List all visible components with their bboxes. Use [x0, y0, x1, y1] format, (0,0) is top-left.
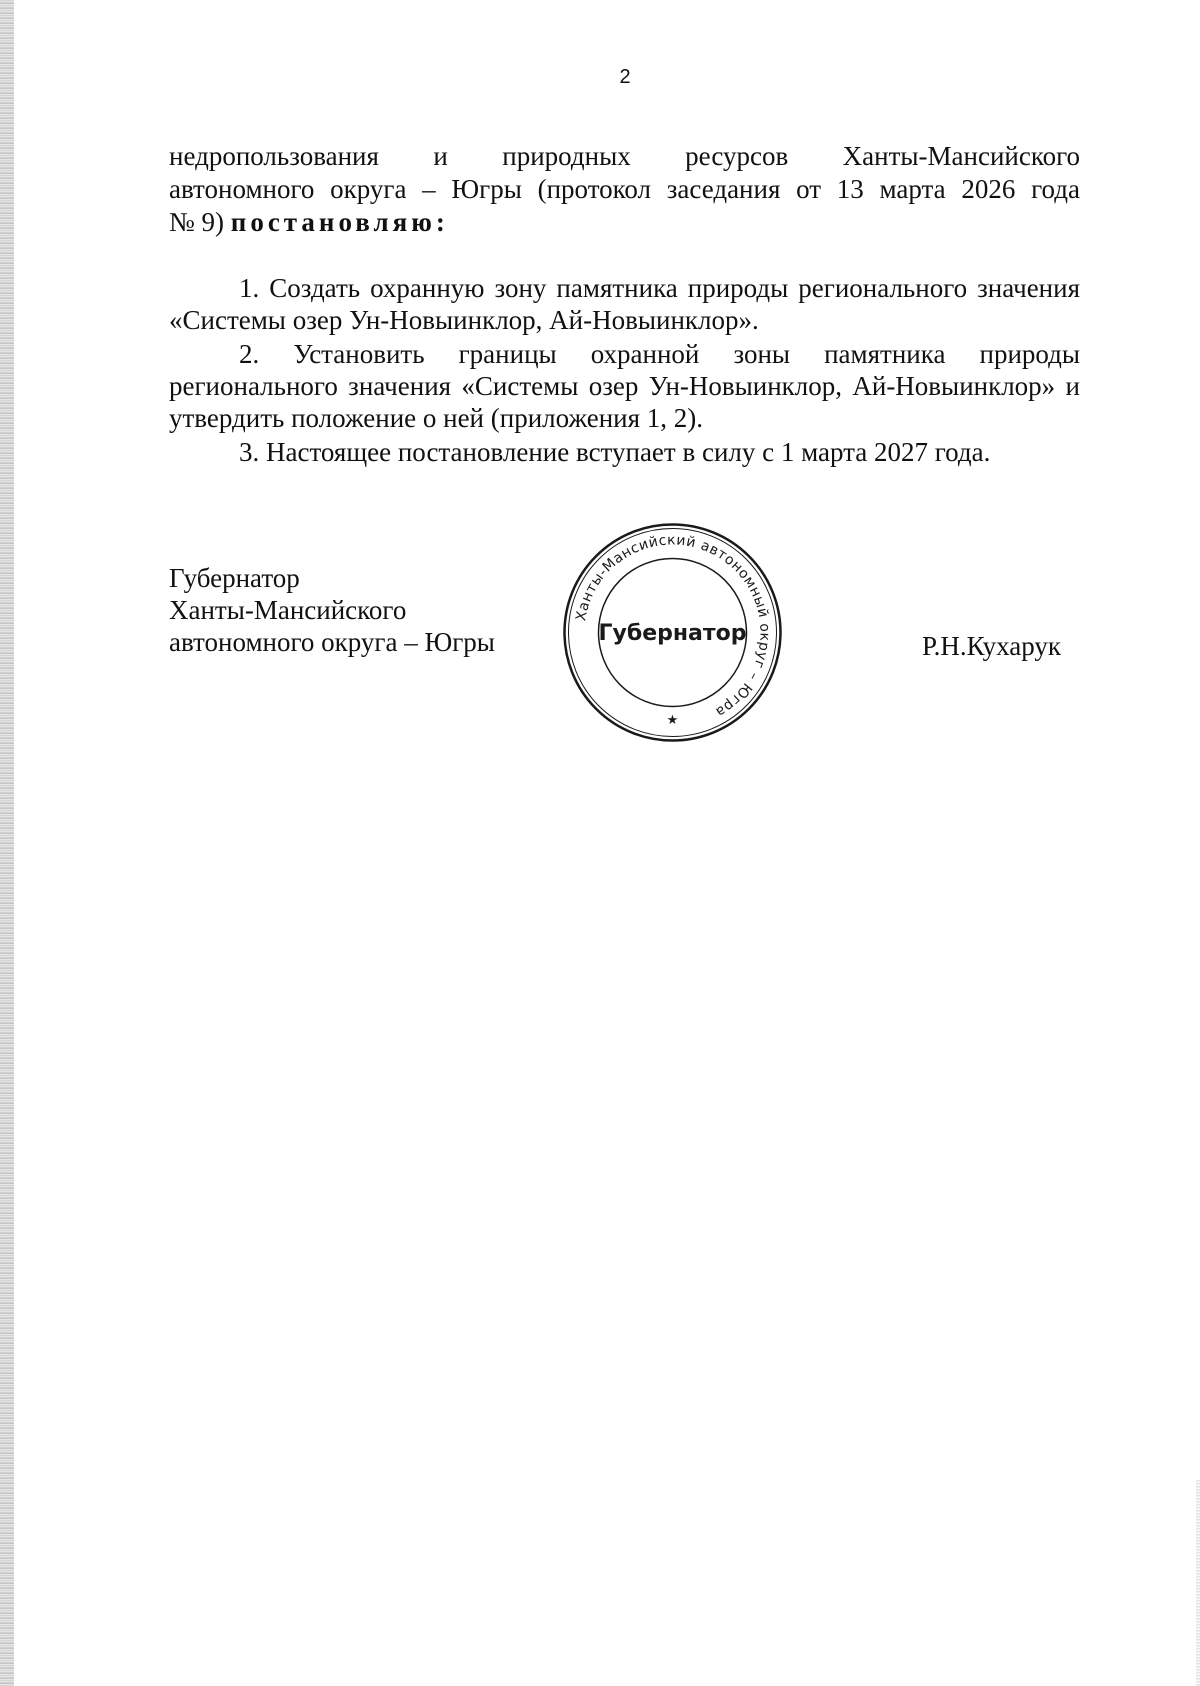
- item-1: 1. Создать охранную зону памятника природы регионального значения «Системы озер Ун-Новыинклор, Ай-Новыинклор».: [169, 273, 1080, 335]
- signatory-name: Р.Н.Кухарук: [922, 631, 1062, 661]
- stamp-star-icon: ★: [666, 713, 679, 728]
- preamble-word: Ханты-Мансийского: [842, 141, 1080, 171]
- preamble-word: недропользования: [169, 141, 379, 171]
- signature-title-line: Губернатор: [169, 563, 300, 593]
- page-number: 2: [619, 66, 631, 88]
- signature-title-line: автономного округа – Югры: [169, 627, 495, 657]
- signature-title: [169, 562, 495, 658]
- scan-edge-right: [1196, 1480, 1200, 1686]
- signature-title-line: Ханты-Мансийского: [169, 595, 407, 625]
- preamble-word: ресурсов: [685, 141, 789, 171]
- preamble-word: и: [433, 141, 448, 171]
- item-2: 2. Установить границы охранной зоны памятника природы регионального значения «Системы озер Ун-Новыинклор, Ай-Новыинклор» и утвердить положение о ней (приложения 1, 2).: [169, 339, 1080, 433]
- scan-edge-left: [0, 0, 14, 1686]
- protocol-number: № 9): [169, 207, 225, 237]
- item-3: 3. Настоящее постановление вступает в силу с 1 марта 2027 года.: [239, 437, 991, 467]
- stamp-ring-text-path: Ханты-Мансийский автономный округ – Югра: [573, 532, 773, 721]
- preamble-line-2: автономного округа – Югры (протокол заседания от 13 марта 2026 года: [169, 174, 1080, 204]
- preamble-word: природных: [502, 141, 631, 171]
- stamp-center-text: Губернатор: [598, 621, 747, 646]
- preamble-line-3: [169, 206, 449, 238]
- preamble-line-1: [169, 140, 1080, 172]
- decree-word: постановляю:: [230, 207, 449, 237]
- official-stamp: [560, 520, 785, 745]
